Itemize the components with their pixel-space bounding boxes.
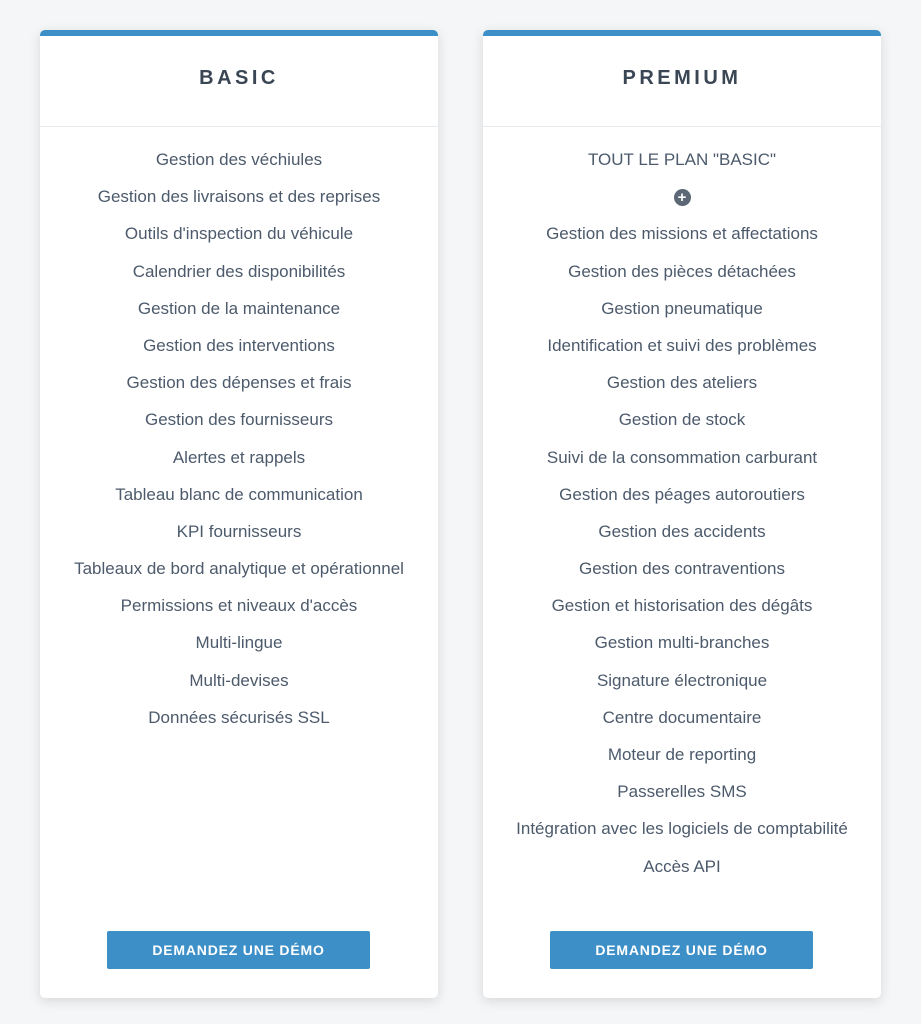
feature-item: Permissions et niveaux d'accès	[120, 596, 358, 616]
feature-item: Intégration avec les logiciels de comptabilité	[516, 819, 848, 839]
feature-item: Gestion des accidents	[598, 521, 766, 541]
pricing-card-premium	[483, 30, 881, 998]
feature-item: Gestion des dépenses et frais	[126, 373, 352, 393]
pricing-card-basic	[40, 30, 438, 998]
feature-item: Gestion pneumatique	[601, 298, 763, 318]
feature-item: Gestion des contraventions	[578, 559, 785, 579]
feature-item: Outils d'inspection du véhicule	[124, 224, 354, 244]
includes-basic-label: TOUT LE PLAN "BASIC"	[587, 150, 777, 169]
feature-item: Identification et suivi des problèmes	[547, 335, 817, 355]
request-demo-button[interactable]: DEMANDEZ UNE DÉMO	[550, 931, 813, 969]
feature-item: Multi-devises	[189, 670, 289, 690]
feature-item: Gestion et historisation des dégâts	[551, 596, 813, 616]
feature-item: Centre documentaire	[602, 707, 762, 727]
feature-item: Signature électronique	[596, 670, 768, 690]
feature-item: Gestion des véchiules	[155, 150, 323, 169]
feature-item: Tableau blanc de communication	[115, 484, 363, 504]
feature-item: Gestion des fournisseurs	[144, 410, 334, 430]
feature-item: Gestion des interventions	[143, 335, 335, 355]
feature-item: Gestion des livraisons et des reprises	[97, 187, 381, 207]
feature-item: Calendrier des disponibilités	[132, 261, 346, 281]
card-header	[40, 36, 438, 127]
feature-item: Gestion des ateliers	[606, 373, 758, 393]
feature-item: Gestion des missions et affectations	[546, 224, 818, 244]
feature-item: Gestion de stock	[618, 410, 746, 430]
request-demo-button[interactable]: DEMANDEZ UNE DÉMO	[107, 931, 370, 969]
feature-item: Moteur de reporting	[607, 745, 757, 764]
feature-item: Gestion multi-branches	[594, 633, 770, 653]
feature-list	[40, 127, 438, 740]
card-header	[483, 36, 881, 127]
feature-item: Tableaux de bord analytique et opérationnel	[74, 559, 404, 579]
feature-item: Suivi de la consommation carburant	[546, 447, 818, 467]
feature-item: KPI fournisseurs	[176, 521, 302, 541]
feature-item: Gestion des pièces détachées	[568, 261, 796, 281]
feature-list	[483, 127, 881, 889]
feature-item: Multi-lingue	[195, 633, 283, 653]
plus-circle-icon: +	[674, 189, 691, 206]
plan-title: PREMIUM	[622, 66, 742, 89]
plan-title: BASIC	[199, 66, 279, 89]
feature-item: Passerelles SMS	[617, 782, 747, 802]
feature-item: Gestion de la maintenance	[137, 298, 341, 318]
feature-item: Accès API	[643, 856, 721, 876]
feature-item: Gestion des péages autoroutiers	[559, 484, 805, 504]
plus-row	[483, 182, 881, 219]
feature-item: Données sécurisés SSL	[148, 707, 330, 727]
feature-item: Alertes et rappels	[172, 447, 306, 467]
